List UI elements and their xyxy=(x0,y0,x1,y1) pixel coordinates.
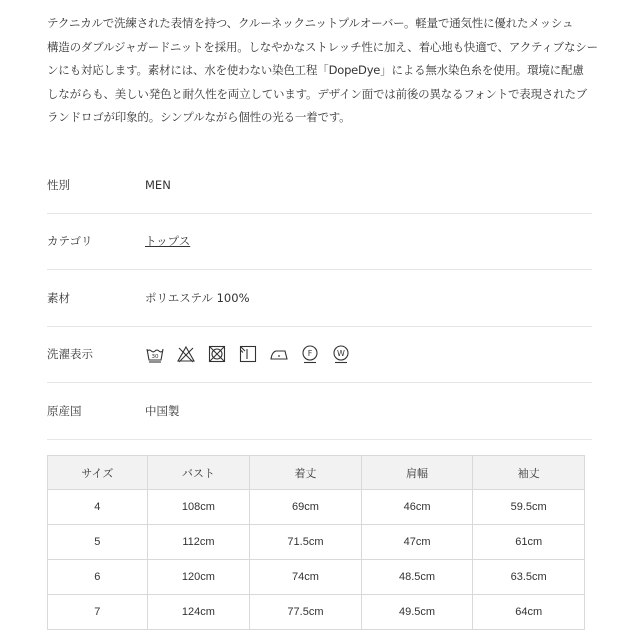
table-row xyxy=(48,595,585,630)
table-cell: 7 xyxy=(48,595,148,630)
spec-row-category xyxy=(47,214,592,271)
spec-label: 原産国 xyxy=(47,403,82,418)
table-cell: 77.5cm xyxy=(250,595,362,630)
column-header: サイズ xyxy=(48,456,148,490)
spec-row-care xyxy=(47,327,592,384)
wash-30-gentle-icon xyxy=(145,344,165,364)
no-bleach-icon xyxy=(176,344,196,364)
table-cell: 120cm xyxy=(147,560,249,595)
table-cell: 61cm xyxy=(473,525,585,560)
line-dry-shade-icon xyxy=(238,344,258,364)
description-line: しながらも、美しい発色と耐久性を両立しています。デザイン面では前後の異なるフォントで表現されたブ xyxy=(47,86,588,101)
table-cell: 74cm xyxy=(250,560,362,595)
column-header: 着丈 xyxy=(250,456,362,490)
table-cell: 112cm xyxy=(147,525,249,560)
no-tumble-dry-icon xyxy=(207,344,227,364)
table-row xyxy=(48,490,585,525)
spec-label: 素材 xyxy=(47,290,70,305)
column-header: 袖丈 xyxy=(473,456,585,490)
table-cell: 64cm xyxy=(473,595,585,630)
category-link[interactable]: トップス xyxy=(145,234,191,249)
table-cell: 63.5cm xyxy=(473,560,585,595)
spec-label: 洗濯表示 xyxy=(47,347,93,362)
description-line: ランドロゴが印象的。シンプルながら個性の光る一着です。 xyxy=(47,110,351,124)
description-line: ンにも対応します。素材には、水を使わない染色工程「DopeDye」による無水染色糸を使用。環境に配慮 xyxy=(47,63,584,77)
size-table xyxy=(47,455,585,630)
size-table-header xyxy=(48,456,585,490)
spec-list xyxy=(47,157,592,440)
table-cell: 47cm xyxy=(361,525,473,560)
dry-clean-f-icon xyxy=(300,344,320,364)
column-header: バスト xyxy=(147,456,249,490)
svg-text:W: W xyxy=(337,349,345,359)
table-cell: 6 xyxy=(48,560,148,595)
table-cell: 46cm xyxy=(361,490,473,525)
spec-row-origin xyxy=(47,383,592,440)
material-value: ポリエステル 100% xyxy=(145,290,250,305)
origin-value: 中国製 xyxy=(145,403,180,418)
description-line: 構造のダブルジャガードニットを採用。しなやかなストレッチ性に加え、着心地も快適で、アクティブなシー xyxy=(47,39,598,54)
table-cell: 69cm xyxy=(250,490,362,525)
table-row xyxy=(48,525,585,560)
svg-text:30: 30 xyxy=(151,354,159,361)
gender-value: MEN xyxy=(145,177,171,192)
wet-clean-w-icon xyxy=(331,344,351,364)
care-icons xyxy=(145,344,592,364)
description-line: テクニカルで洗練された表情を持つ、クルーネックニットプルオーバー。軽量で通気性に優れたメッシュ xyxy=(47,16,574,30)
product-description xyxy=(47,12,598,130)
table-cell: 124cm xyxy=(147,595,249,630)
svg-text:F: F xyxy=(307,349,313,359)
spec-label: カテゴリ xyxy=(47,234,93,249)
column-header: 肩幅 xyxy=(361,456,473,490)
table-row xyxy=(48,560,585,595)
spec-row-gender xyxy=(47,157,592,214)
table-cell: 48.5cm xyxy=(361,560,473,595)
table-cell: 108cm xyxy=(147,490,249,525)
table-cell: 59.5cm xyxy=(473,490,585,525)
table-cell: 49.5cm xyxy=(361,595,473,630)
spec-label: 性別 xyxy=(47,177,70,192)
table-cell: 5 xyxy=(48,525,148,560)
spec-row-material xyxy=(47,270,592,327)
iron-low-icon xyxy=(269,344,289,364)
table-cell: 71.5cm xyxy=(250,525,362,560)
table-cell: 4 xyxy=(48,490,148,525)
